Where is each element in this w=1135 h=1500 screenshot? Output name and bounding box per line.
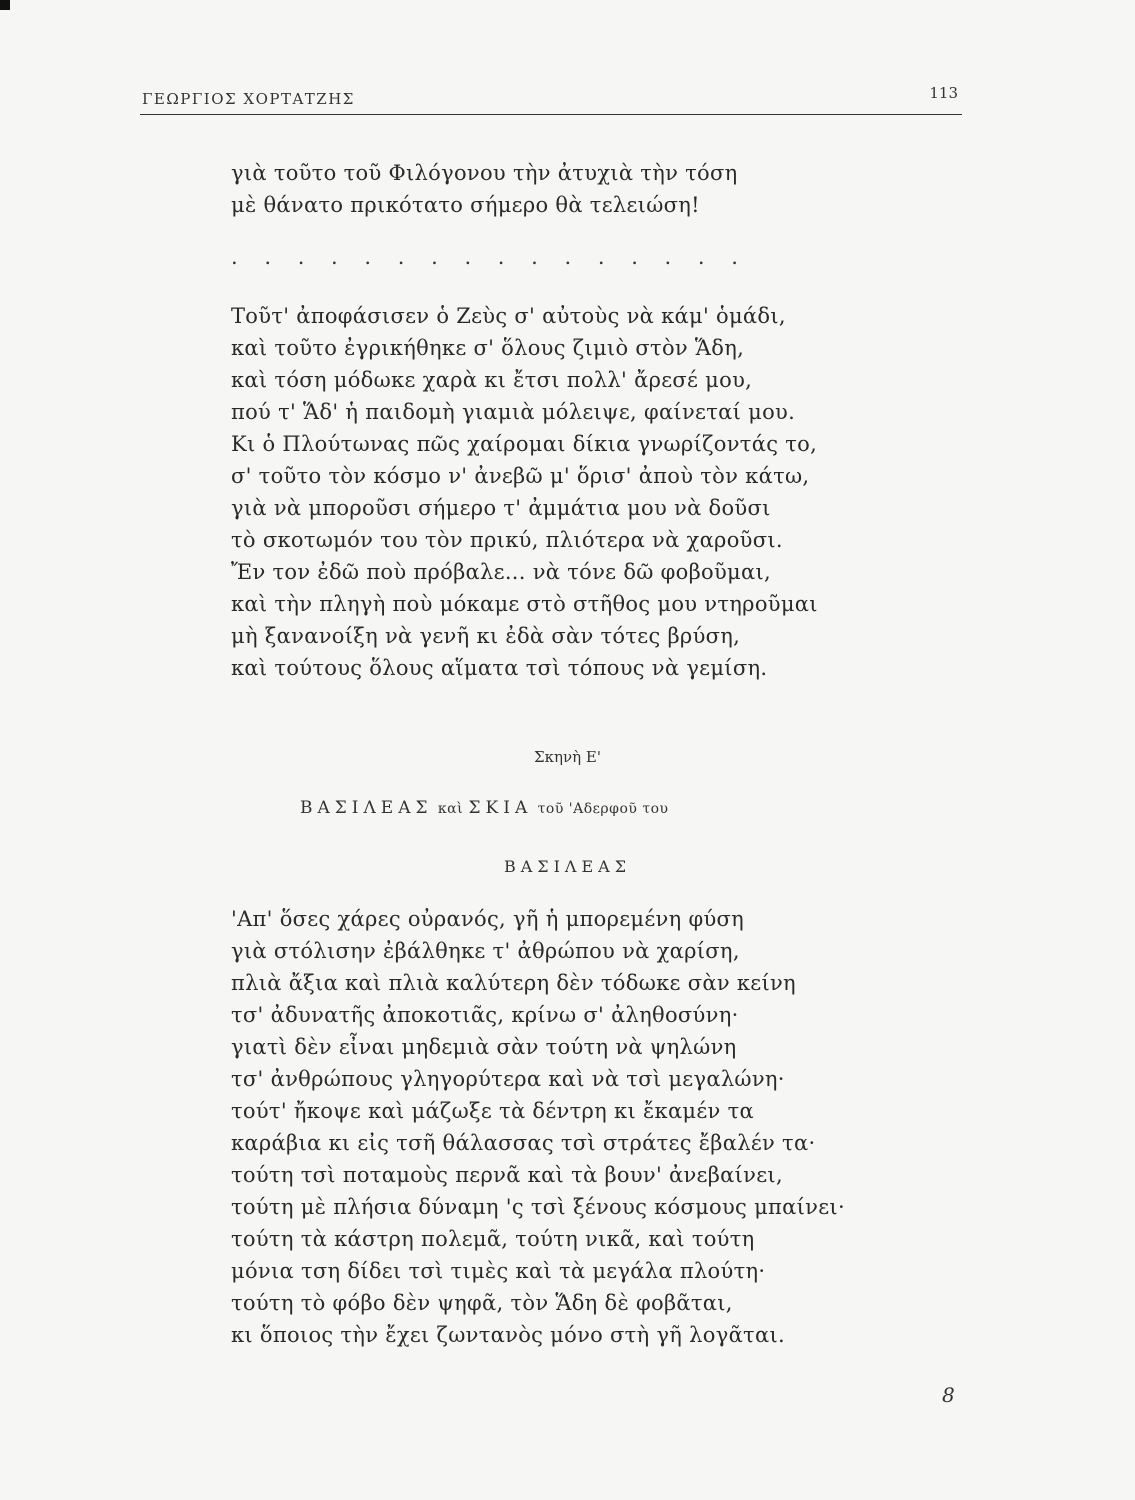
- verse-line: τὸ σκοτωμόν του τὸν πρικύ, πλιότερα νὰ χαροῦσι.: [231, 528, 783, 552]
- verse-line: τούτη τσὶ ποταμοὺς περνᾶ καὶ τὰ βουν' ἀνεβαίνει,: [231, 1163, 783, 1187]
- verse-line: τσ' ἀνθρώπους γληγορύτερα καὶ νὰ τσὶ μεγαλώνη·: [231, 1067, 785, 1091]
- verse-line: καὶ τόση μόδωκε χαρὰ κι ἔτσι πολλ' ἄρεσέ μου,: [231, 368, 753, 392]
- verse-line: μὴ ξανανοίξη νὰ γενῆ κι ἐδὰ σὰν τότες βρύση,: [231, 624, 741, 648]
- verse-line: τούτη τὰ κάστρη πολεμᾶ, τούτη νικᾶ, καὶ τούτη: [231, 1227, 755, 1251]
- character-ghost: ΣΚΙΑ: [468, 798, 533, 818]
- verse-line: καὶ τούτους ὅλους αἵματα τσὶ τόπους νὰ γεμίση.: [231, 656, 768, 680]
- character-conjunction: καὶ: [437, 801, 464, 817]
- verse-line: καὶ τοῦτο ἐγρικήθηκε σ' ὅλους ζιμιὸ στὸν Ἅδη,: [231, 336, 745, 360]
- scene-heading: Σκηνὴ Ε': [534, 748, 601, 766]
- signature-mark: 8: [942, 1383, 955, 1407]
- ellipsis-line: . . . . . . . . . . . . . . . .: [231, 245, 748, 269]
- character-list: [300, 798, 669, 818]
- stanza-3: [231, 903, 845, 1351]
- speaker-name: ΒΑΣΙΛΕΑΣ: [503, 857, 632, 876]
- verse-line: 'Απ' ὅσες χάρες οὐρανός, γῆ ἡ μπορεμένη φύση: [231, 907, 745, 931]
- verse-line: μόνια τση δίδει τσὶ τιμὲς καὶ τὰ μεγάλα πλούτη·: [231, 1259, 766, 1283]
- verse-line: γιὰ τοῦτο τοῦ Φιλόγονου τὴν ἀτυχιὰ τὴν τόση: [231, 161, 738, 185]
- verse-line: Κι ὁ Πλούτωνας πῶς χαίρομαι δίκια γνωρίζοντάς το,: [231, 432, 818, 456]
- verse-line: καράβια κι εἰς τσῆ θάλασσας τσὶ στράτες ἔβαλέν τα·: [231, 1131, 816, 1155]
- page-number: 113: [929, 84, 958, 102]
- scan-corner-mark: [0, 0, 10, 10]
- running-title: ΓΕΩΡΓΙΟΣ ΧΟΡΤΑΤΖΗΣ: [142, 90, 355, 108]
- running-header: [140, 84, 962, 115]
- verse-line: Ἔν τον ἐδῶ ποὺ πρόβαλε... νὰ τόνε δῶ φοβοῦμαι,: [231, 560, 771, 584]
- character-king: ΒΑΣΙΛΕΑΣ: [300, 798, 433, 818]
- verse-line: σ' τοῦτο τὸν κόσμο ν' ἀνεβῶ μ' ὅρισ' ἀποὺ τὸν κάτω,: [231, 464, 810, 488]
- verse-line: γιὰ στόλισην ἐβάλθηκε τ' ἀθρώπου νὰ χαρίση,: [231, 939, 740, 963]
- verse-line: Τοῦτ' ἀποφάσισεν ὁ Ζεὺς σ' αὐτοὺς νὰ κάμ' ὁμάδι,: [231, 304, 786, 328]
- verse-line: τσ' ἀδυνατῆς ἀποκοτιᾶς, κρίνω σ' ἀληθοσύνη·: [231, 1003, 739, 1027]
- verse-line: καὶ τὴν πληγὴ ποὺ μόκαμε στὸ στῆθος μου ντηροῦμαι: [231, 592, 818, 616]
- verse-line: τούτ' ἤκοψε καὶ μάζωξε τὰ δέντρη κι ἔκαμέν τα: [231, 1099, 754, 1123]
- character-ghost-description: τοῦ 'Αδερφοῦ του: [537, 801, 669, 817]
- verse-line: μὲ θάνατο πρικότατο σήμερο θὰ τελειώση!: [231, 193, 700, 217]
- verse-line: γιὰ νὰ μποροῦσι σήμερο τ' ἀμμάτια μου νὰ δοῦσι: [231, 496, 771, 520]
- stanza-2: [231, 300, 818, 684]
- verse-line: πού τ' Ἅδ' ἡ παιδομὴ γιαμιὰ μόλειψε, φαίνεταί μου.: [231, 400, 796, 424]
- verse-line: πλιὰ ἄξια καὶ πλιὰ καλύτερη δὲν τόδωκε σὰν κείνη: [231, 971, 796, 995]
- verse-line: γιατὶ δὲν εἶναι μηδεμιὰ σὰν τούτη νὰ ψηλώνη: [231, 1035, 737, 1059]
- verse-line: τούτη μὲ πλήσια δύναμη 'ς τσὶ ξένους κόσμους μπαίνει·: [231, 1195, 845, 1219]
- verse-line: τούτη τὸ φόβο δὲν ψηφᾶ, τὸν Ἅδη δὲ φοβᾶται,: [231, 1291, 733, 1315]
- stanza-1: [231, 157, 738, 221]
- verse-line: κι ὅποιος τὴν ἔχει ζωντανὸς μόνο στὴ γῆ λογᾶται.: [231, 1323, 785, 1347]
